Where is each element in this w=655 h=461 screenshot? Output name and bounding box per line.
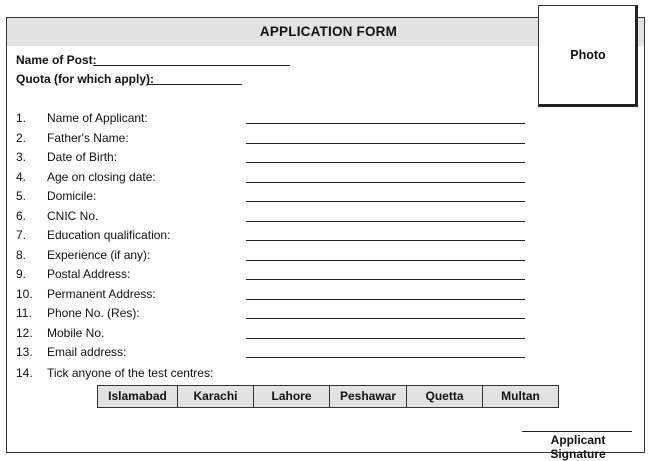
- field-input-line[interactable]: [246, 318, 525, 319]
- field-number: 1.: [16, 111, 27, 125]
- field-number: 5.: [16, 189, 27, 203]
- field-label: Tick anyone of the test centres:: [47, 366, 214, 380]
- field-label: Postal Address:: [47, 267, 131, 281]
- field-number: 12.: [16, 325, 33, 340]
- field-number: 7.: [16, 228, 27, 242]
- field-label: Age on closing date:: [47, 169, 156, 184]
- field-number: 9.: [16, 267, 27, 281]
- field-number: 14.: [16, 366, 33, 380]
- signature-label: Applicant Signature: [550, 433, 606, 461]
- field-label: Education qualification:: [47, 228, 171, 242]
- centre-peshawar[interactable]: Peshawar: [329, 386, 406, 407]
- field-number: 6.: [16, 208, 27, 223]
- field-label: Date of Birth:: [47, 150, 118, 164]
- field-label: Email address:: [47, 345, 127, 359]
- signature-line[interactable]: [522, 431, 632, 432]
- field-number: 4.: [16, 169, 27, 184]
- field-label: Experience (if any):: [47, 247, 151, 262]
- field-input-line[interactable]: [246, 299, 525, 300]
- field-input-line[interactable]: [246, 279, 525, 280]
- form-title: APPLICATION FORM: [259, 24, 398, 39]
- field-input-line[interactable]: [246, 221, 525, 222]
- field-input-line[interactable]: [246, 338, 525, 339]
- quota-label: Quota (for which apply):: [16, 72, 154, 86]
- centre-karachi[interactable]: Karachi: [177, 386, 253, 407]
- field-input-line[interactable]: [246, 143, 525, 144]
- field-label: Phone No. (Res):: [47, 306, 140, 320]
- field-input-line[interactable]: [246, 182, 525, 183]
- field-number: 10.: [16, 286, 33, 301]
- field-label: Father's Name:: [47, 130, 129, 145]
- field-label: Permanent Address:: [47, 286, 156, 301]
- centre-multan[interactable]: Multan: [482, 386, 558, 407]
- field-number: 2.: [16, 130, 27, 145]
- quota-field[interactable]: [148, 84, 242, 85]
- name-of-post-label: Name of Post:: [16, 53, 97, 67]
- test-centres-table: [97, 385, 559, 408]
- centre-quetta[interactable]: Quetta: [406, 386, 482, 407]
- field-input-line[interactable]: [246, 123, 525, 124]
- field-input-line[interactable]: [246, 162, 525, 163]
- field-label: Domicile:: [47, 189, 97, 203]
- photo-label: Photo: [570, 48, 606, 62]
- centre-lahore[interactable]: Lahore: [253, 386, 329, 407]
- field-number: 13.: [16, 345, 33, 359]
- field-label: Name of Applicant:: [47, 111, 148, 125]
- field-label: Mobile No.: [47, 325, 105, 340]
- centre-islamabad[interactable]: Islamabad: [108, 389, 167, 403]
- field-number: 8.: [16, 247, 27, 262]
- field-number: 11.: [16, 306, 32, 320]
- field-label: CNIC No.: [47, 208, 99, 223]
- field-input-line[interactable]: [246, 357, 525, 358]
- name-of-post-field[interactable]: [93, 65, 290, 66]
- field-input-line[interactable]: [246, 240, 525, 241]
- field-input-line[interactable]: [246, 260, 525, 261]
- field-number: 3.: [16, 150, 27, 164]
- field-input-line[interactable]: [246, 201, 525, 202]
